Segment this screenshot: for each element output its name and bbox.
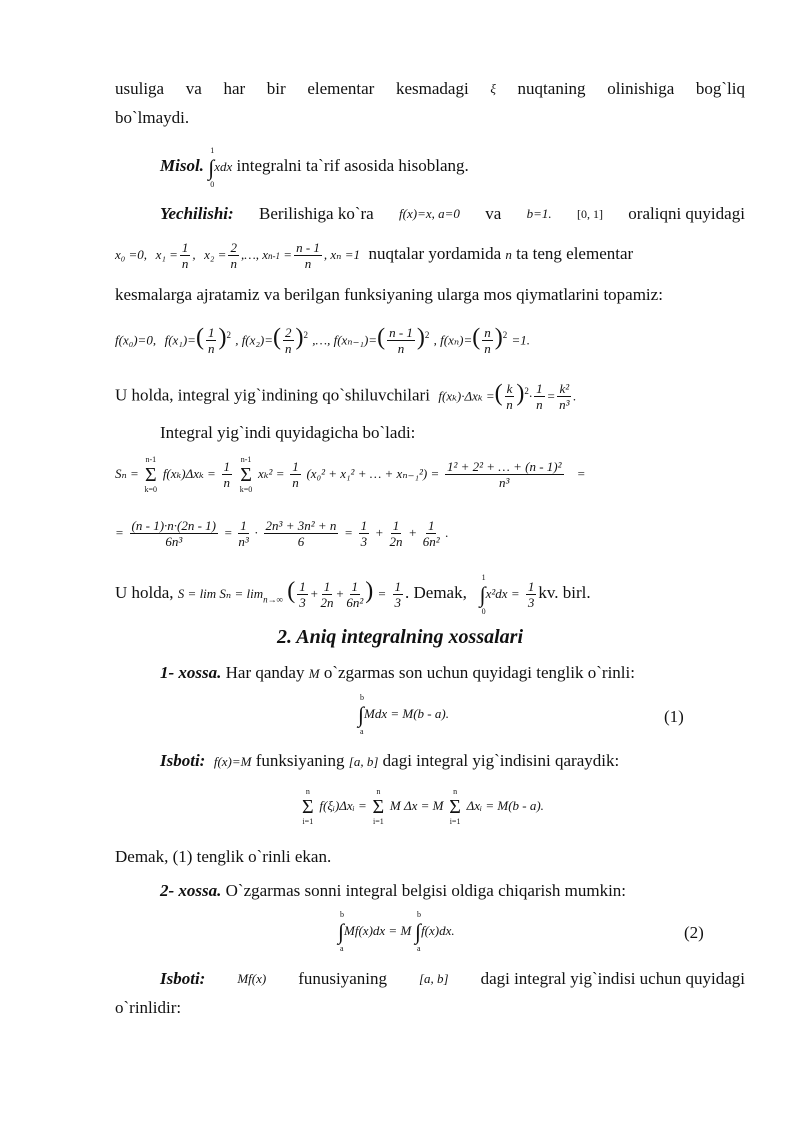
formula: S = lim Sₙ = lim: [177, 586, 264, 601]
interval: [0, 1]: [576, 207, 603, 221]
integral-lower-limit: a: [340, 944, 344, 953]
formula: f(xₖ)·Δxₖ =: [438, 388, 495, 404]
example-text: integralni ta`rif asosida hisoblang.: [232, 156, 469, 175]
sigma-sign: n-1 Σ k=0: [239, 454, 253, 494]
paragraph-line: kesmalarga ajratamiz va berilgan funksiyaning ularga mos qiymatlarini topamiz:: [115, 285, 663, 304]
sum-equation: [300, 784, 720, 828]
paragraph-line-1: [115, 78, 745, 100]
fraction: $\frac{1}{3}$: [527, 578, 535, 610]
formula: f(x)=x, a=0: [399, 206, 460, 221]
fraction: $\frac{\text{1² + 2² + … + (n - 1)²}}{\text{n³}}$: [446, 459, 562, 491]
fraction: $\frac{1}{2n}$: [389, 518, 403, 550]
fraction: $\frac{(n - 1)\cdot n\cdot(2n - 1)}{\text{6n³}}$: [131, 518, 217, 550]
formula: =: [377, 586, 387, 601]
example-label: Misol.: [160, 156, 204, 175]
m-variable: M: [308, 666, 320, 681]
integral-lower-limit: a: [417, 944, 421, 953]
proof-2-line-2: o`rinlidir:: [115, 998, 182, 1017]
proof-text: funusiyaning: [298, 969, 387, 988]
proof-text: dagi integral yig`indisi uchun quyidagi: [480, 969, 745, 988]
terms-line: U holda, integral yig`indining qo`shiluvchilari f(xₖ)·Δxₖ =( $\frac{k}{n}$ )$^2$· $\frac{1}{n}$ = $\frac{\text{k²}}{\text{n³}}$ .: [115, 380, 577, 413]
integral-upper-limit: b: [340, 910, 344, 919]
fraction: $\frac{n - 1}{n}$: [389, 325, 413, 357]
fraction: $\frac{1}{\text{6n²}}$: [422, 518, 440, 550]
interval: [a, b]: [348, 754, 379, 769]
sigma-sign: n Σ i=1: [372, 786, 385, 826]
proof-2-line: [160, 968, 745, 990]
property-1-line: [160, 662, 745, 685]
fraction: $\frac{1}{3}$: [299, 578, 306, 610]
formula: f(x₁)=: [164, 332, 196, 348]
integral-sign: ∫ 1 0: [479, 573, 486, 616]
formula: +: [374, 525, 384, 540]
formula: , f(xₙ)=: [433, 332, 473, 348]
integral-sign: ∫ b a: [358, 693, 365, 736]
solution-line: [160, 203, 745, 225]
integral-sign: ∫ b a: [415, 910, 422, 953]
exponent: 2: [424, 330, 430, 340]
integral-sign: ∫ 1 0: [208, 146, 215, 189]
fraction: $\frac{1}{n}$: [536, 381, 543, 413]
fraction: $\frac{1}{3}$: [360, 518, 368, 550]
word: kesmadagi: [395, 79, 469, 98]
formula: Mdx = M(b - a).: [364, 706, 449, 721]
integral-lower-limit: 0: [481, 607, 486, 616]
word: bir: [266, 79, 286, 98]
integrand: xdx: [214, 159, 233, 174]
integral-lower-limit: 0: [210, 180, 215, 189]
formula: f(ξᵢ)Δxᵢ =: [319, 798, 367, 813]
property-text: Har qanday: [221, 663, 309, 682]
integral-upper-limit: b: [360, 693, 364, 702]
proof-label: Isboti:: [160, 969, 206, 988]
word: bog`liq: [695, 79, 745, 98]
fraction: $\frac{2}{n}$: [230, 239, 237, 271]
fraction: $\frac{\text{k²}}{\text{n³}}$: [559, 381, 570, 413]
limit-line: U holda, $S = \lim S_n = \lim_{n\to\infty}$ ( $\frac{1}{3}$ + $\frac{1}{2n}$ + $\frac{1}{\text{6n²}}$ ) = $\frac{1}{3}$ . Demak, ∫ 1 0 x²dx = $\frac{1}{3}$ kv. birl.: [115, 573, 591, 616]
proof-label: Isboti:: [160, 751, 206, 770]
formula: x₀ =0,: [115, 247, 148, 262]
limit-text: U holda,: [115, 583, 174, 602]
exponent: 2: [524, 386, 529, 396]
formula: (x₀² + x₁² + … + xₙ₋₁²) =: [306, 466, 440, 481]
points-text: ta teng elementar: [516, 244, 634, 263]
formula: Sₙ =: [115, 466, 139, 481]
formula: ,…, x: [240, 247, 269, 262]
sigma-sign: n Σ i=1: [449, 786, 461, 826]
word: har: [223, 79, 246, 98]
period: .: [573, 388, 577, 404]
integral-sign: ∫ b a: [338, 910, 345, 953]
fraction: $\frac{1}{\text{6n²}}$: [346, 578, 364, 610]
xi-symbol: ξ: [490, 81, 496, 96]
property-label: 2- xossa.: [160, 881, 222, 900]
limit-text: kv. birl.: [538, 583, 591, 602]
formula: =1.: [511, 332, 531, 348]
example-line: [160, 146, 745, 189]
points-line: x₀ =0, x₁ = $\frac{1}{n}$ , x₂ = $\frac{2}{n}$ ,…, xn-1 = $\frac{n - 1}{n}$ , xₙ =1 nuqtalar yordamida n ta teng elementar: [115, 239, 634, 271]
word: elementar: [307, 79, 375, 98]
fraction: $\frac{1}{2n}$: [320, 578, 334, 610]
formula: f(xₖ)Δxₖ =: [162, 466, 216, 481]
sigma-sign: n-1 Σ k=0: [144, 454, 158, 494]
interval: [a, b]: [418, 971, 449, 986]
formula: =: [344, 525, 353, 540]
fraction: $\frac{n}{n}$: [484, 325, 491, 357]
fraction: $\frac{n - 1}{n}$: [296, 239, 320, 271]
exponent: 2: [502, 330, 508, 340]
word: olinishiga: [607, 79, 675, 98]
fraction: $\frac{1}{n}$: [223, 459, 231, 491]
integral-upper-limit: 1: [481, 573, 486, 582]
formula: x₁ =: [155, 247, 178, 262]
proof-text: funksiyaning: [255, 751, 345, 770]
fraction: $\frac{2}{n}$: [285, 325, 292, 357]
equation-number: (2): [684, 923, 704, 942]
terms-text: U holda, integral yig`indining qo`shiluvchilari: [115, 385, 430, 405]
formula: Δxᵢ = M(b - a).: [466, 798, 544, 813]
solution-text: oraliqni quyidagi: [628, 204, 745, 223]
points-text: nuqtalar yordamida: [368, 244, 502, 263]
integral-upper-limit: 1: [210, 146, 215, 155]
word: usuliga: [115, 79, 165, 98]
formula: , f(x₂)=: [235, 332, 274, 348]
sum-intro: Integral yig`indi quyidagicha bo`ladi:: [160, 423, 416, 442]
formula: f(x)dx.: [421, 923, 455, 938]
sum-line-1: [115, 450, 745, 498]
solution-text: Berilishiga ko`ra: [259, 204, 374, 223]
exponent: 2: [303, 330, 309, 340]
paragraph-line-2: bo`lmaydi.: [115, 108, 190, 127]
formula: , xₙ =1: [323, 247, 360, 262]
formula: b=1.: [526, 206, 552, 221]
equation-number: (1): [664, 707, 684, 726]
n-variable: n: [505, 247, 512, 262]
formula: x₂ =: [204, 247, 227, 262]
solution-text: va: [485, 204, 502, 223]
formula-2: [338, 910, 668, 953]
proof-1-line: [160, 750, 745, 773]
formula: =: [223, 525, 233, 540]
formula: Mf(x): [237, 971, 267, 986]
proof-text: dagi integral yig`indisini qaraydik:: [382, 751, 620, 770]
property-2-line: [160, 880, 745, 902]
limit-text: . Demak,: [405, 583, 467, 602]
property-label: 1- xossa.: [160, 663, 222, 682]
word: va: [185, 79, 202, 98]
formula: M Δx = M: [389, 798, 444, 813]
conclusion: Demak, (1) tenglik o`rinli ekan.: [115, 847, 332, 866]
formula: xₖ² =: [258, 466, 285, 481]
sigma-sign: n Σ i=1: [302, 786, 314, 826]
property-text: O`zgarmas sonni integral belgisi oldiga chiqarish mumkin:: [221, 881, 627, 900]
fraction: $\frac{k}{n}$: [506, 381, 513, 413]
fraction: $\frac{1}{n}$: [292, 459, 299, 491]
sum-line-2: [115, 510, 745, 556]
property-text: o`zgarmas son uchun quyidagi tenglik o`rinli:: [319, 663, 635, 682]
formula: f(x₀)=0,: [115, 332, 157, 348]
formula: =: [115, 525, 124, 540]
formula: f(x)=M: [213, 754, 252, 769]
fraction: $\frac{\text{2n³ + 3n² + n}}{6}$: [265, 518, 337, 550]
fraction: $\frac{1}{n}$: [207, 325, 215, 357]
integral-upper-limit: b: [417, 910, 422, 919]
formula: Mf(x)dx = M: [344, 923, 412, 938]
formula: +: [408, 525, 417, 540]
limit-subscript: n→∞: [263, 594, 284, 605]
integral-lower-limit: a: [360, 727, 364, 736]
formula: .: [445, 525, 449, 540]
solution-label: Yechilishi:: [160, 204, 234, 223]
fraction: $\frac{1}{\text{n³}}$: [238, 518, 249, 550]
fraction: $\frac{1}{3}$: [394, 578, 402, 610]
integrand: x²dx =: [485, 586, 520, 601]
values-line: f(x₀)=0, f(x₁)=( $\frac{1}{n}$ )$^2$ , f(x₂)=( $\frac{2}{n}$ )$^2$ ,…, f(xₙ₋₁)=( $\frac{n - 1}{n}$ )$^2$ , f(xₙ)=( $\frac{n}{n}$ )$^2$ =1.: [115, 324, 531, 357]
formula-1: [358, 693, 658, 736]
formula: ·: [254, 525, 258, 540]
formula: ,…, f(xₙ₋₁)=: [312, 332, 378, 348]
section-title: 2. Aniq integralning xossalari: [277, 626, 523, 648]
formula: =: [576, 466, 586, 481]
exponent: 2: [226, 330, 231, 340]
fraction: $\frac{1}{n}$: [181, 239, 189, 271]
word: nuqtaning: [517, 79, 586, 98]
